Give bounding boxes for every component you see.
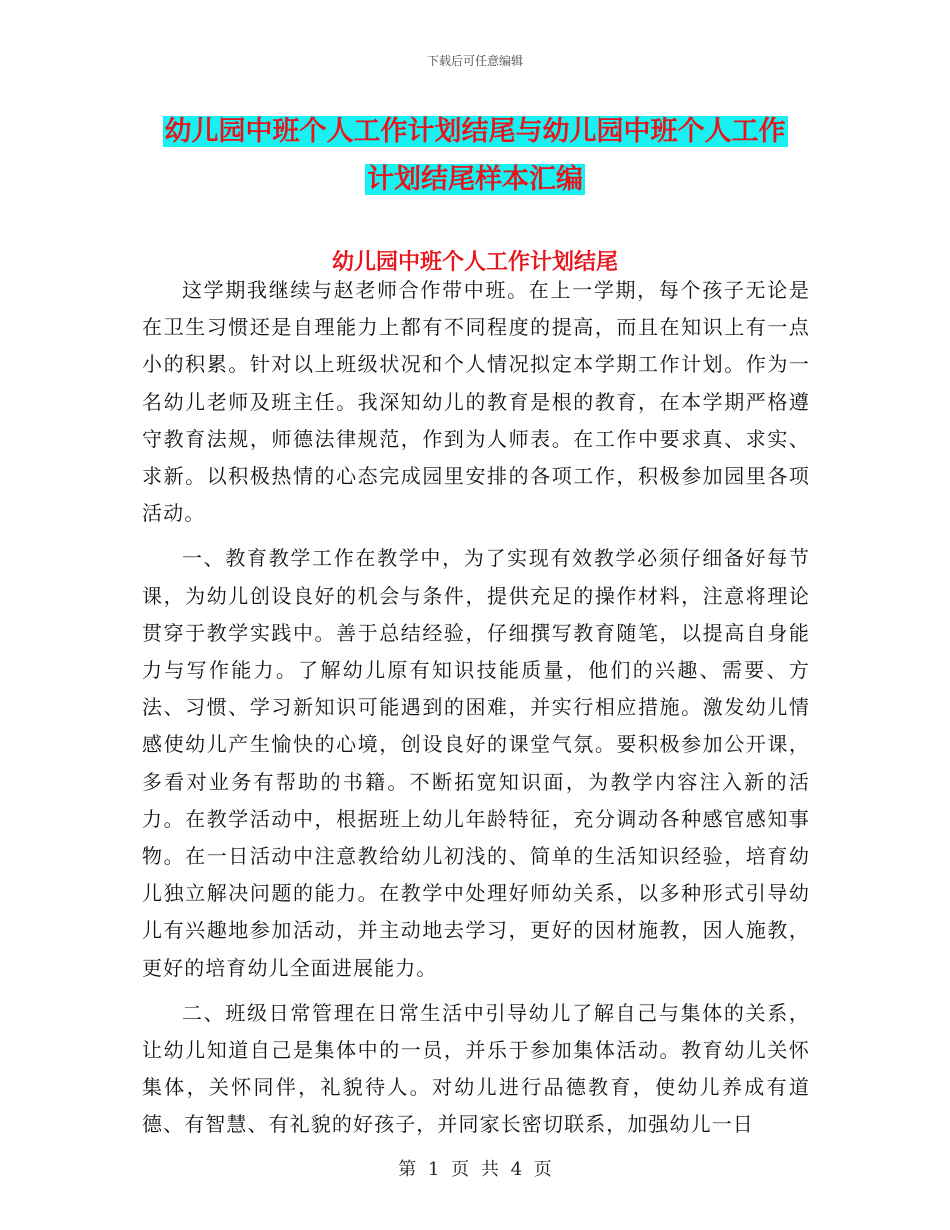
paragraph-intro: 这学期我继续与赵老师合作带中班。在上一学期，每个孩子无论是在卫生习惯还是自理能力上都有不同程度的提高，而且在知识上有一点小的积累。针对以上班级状况和个人情况拟定本学期工作计划。作为一名幼儿老师及班主任。我深知幼儿的教育是根的教育，在本学期严格遵守教育法规，师德法律规范，作到为人师表。在工作中要求真、求实、求新。以积极热情的心态完成园里安排的各项工作，积极参加园里各项活动。 — [142, 278, 810, 526]
title-line-1: 幼儿园中班个人工作计划结尾与幼儿园中班个人工作 — [164, 116, 786, 147]
title-line-2: 计划结尾样本汇编 — [367, 164, 583, 195]
page-footer: 第 1 页 共 4 页 — [398, 1159, 552, 1180]
document-title — [140, 108, 810, 204]
document-body — [142, 272, 810, 1144]
paragraph-class-management: 二、班级日常管理在日常生活中引导幼儿了解自己与集体的关系，让幼儿知道自己是集体中的一员，并乐于参加集体活动。教育幼儿关怀集体，关怀同伴，礼貌待人。对幼儿进行品德教育，使幼儿养成有道德、有智慧、有礼貌的好孩子，并同家长密切联系，加强幼儿一日 — [142, 1000, 810, 1137]
header-note: 下载后可任意编辑 — [426, 54, 523, 68]
paragraph-teaching: 一、教育教学工作在教学中，为了实现有效教学必须仔细备好每节课，为幼儿创设良好的机会与条件，提供充足的操作材料，注意将理论贯穿于教学实践中。善于总结经验，仔细撰写教育随笔，以提高自身能力与写作能力。了解幼儿原有知识技能质量，他们的兴趣、需要、方法、习惯、学习新知识可能遇到的困难，并实行相应措施。激发幼儿情感使幼儿产生愉快的心境，创设良好的课堂气氛。要积极参加公开课，多看对业务有帮助的书籍。不断拓宽知识面，为教学内容注入新的活力。在教学活动中，根据班上幼儿年龄特征，充分调动各种感官感知事物。在一日活动中注意教给幼儿初浅的、简单的生活知识经验，培育幼儿独立解决问题的能力。在教学中处理好师幼关系，以多种形式引导幼儿有兴趣地参加活动，并主动地去学习，更好的因材施教，因人施教，更好的培育幼儿全面进展能力。 — [142, 546, 810, 980]
section-title: 幼儿园中班个人工作计划结尾 — [331, 249, 618, 275]
